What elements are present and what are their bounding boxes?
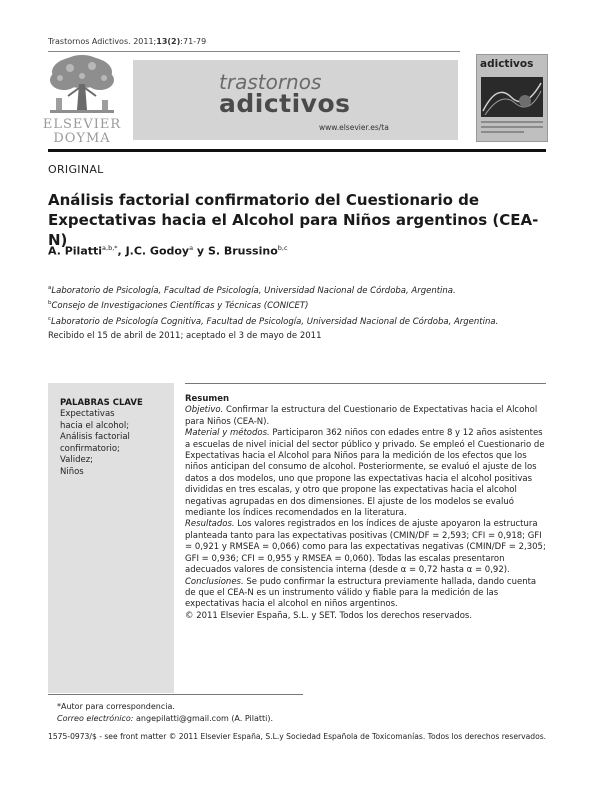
publisher-subname: DOYMA [53, 131, 111, 146]
author-name: J.C. Godoy [125, 244, 190, 258]
keyword-item: Validez; [60, 455, 94, 465]
affiliation-text: Consejo de Investigaciones Científicas y Técnicas (CONICET) [51, 301, 309, 312]
abstract-section-text: Se pudo confirmar la estructura previamente hallada, dando cuenta de que el CEA-N es un instrumento válido y fiable para la medición de las expectativas hacia el alcohol en niños argentinos. [185, 576, 537, 610]
received-dates: Recibido el 15 de abril de 2011; aceptado el 3 de mayo de 2011 [48, 331, 322, 341]
author-affiliation-marks: b,c [277, 244, 288, 252]
footnote-rule [48, 694, 303, 695]
affiliations [48, 282, 498, 328]
author-affiliation-marks: a,b,* [102, 244, 118, 252]
elsevier-logo [34, 54, 130, 148]
affiliation-text: Laboratorio de Psicología Cognitiva, Facultad de Psicología, Universidad Nacional de Córdoba, Argentina. [51, 316, 499, 327]
elsevier-tree-icon [46, 54, 118, 116]
journal-ref-volume: 13(2) [156, 37, 181, 46]
section-label: ORIGINAL [48, 163, 104, 176]
journal-url: www.elsevier.es/ta [319, 123, 389, 132]
abstract-results [185, 519, 546, 576]
banner-script-text: trastornos [219, 70, 322, 94]
publisher-name: ELSEVIER [42, 117, 122, 132]
abstract-section-label: Conclusiones. [185, 576, 244, 587]
author-separator: y [193, 244, 208, 258]
keywords-heading: PALABRAS CLAVE [60, 398, 143, 408]
cover-title: adictivos [480, 58, 534, 70]
affiliation-item [48, 297, 498, 312]
abstract-conclusions [185, 577, 546, 611]
keywords-panel [48, 383, 174, 693]
cover-text-lines [481, 121, 543, 136]
abstract-section-label: Objetivo. [185, 405, 224, 416]
affiliation-mark: b [48, 300, 52, 307]
abstract-section-label: Material y métodos. [185, 428, 270, 439]
journal-ref-pages: :71-79 [180, 37, 207, 46]
abstract-objective [185, 405, 546, 428]
keyword-item: Análisis factorial [60, 432, 130, 442]
abstract-heading: Resumen [185, 394, 230, 404]
abstract-methods [185, 428, 546, 519]
journal-banner [133, 60, 458, 140]
keyword-item: Niños [60, 466, 84, 477]
email-label: Correo electrónico: [57, 713, 134, 723]
page-footer: 1575-0973/$ - see front matter © 2011 Elsevier España, S.L.y Sociedad Española de Toxicomanías. Todos los derechos reservados. [48, 732, 547, 741]
affiliation-text: Laboratorio de Psicología, Facultad de Psicología, Universidad Nacional de Córdoba, Argentina. [51, 285, 456, 296]
keyword-item: confirmatorio; [60, 443, 120, 454]
author-separator: , [117, 244, 126, 258]
keyword-item: Expectativas [60, 409, 115, 419]
email-note [57, 713, 273, 725]
keyword-item: hacia el alcohol; [60, 420, 130, 431]
abstract-section-text: Los valores registrados en los índices de ajuste apoyaron la estructura planteada tanto para las expectativas positivas (CMIN/DF = 2,593; CFI = 0,918; GFI = 0,921 y RMSEA = 0,066) como para las expectativas negativas (CMIN/DF = 2,305; GFI = 0,936; CFI = 0,955 y RMSEA = 0,060). Todas las escalas presentaron adecuados valores de consistencia interna (desde α = 0,72 hasta α = 0,92). [185, 519, 546, 576]
author-list [48, 244, 288, 258]
abstract-section-text: Confirmar la estructura del Cuestionario de Expectativas hacia el Alcohol para Niños (CEA-N). [185, 405, 538, 427]
abstract-copyright: © 2011 Elsevier España, S.L. y SET. Todos los derechos reservados. [185, 610, 473, 621]
article-title: Análisis factorial confirmatorio del Cuestionario de Expectativas hacia el Alcohol para Niños argentinos (CEA-N) [48, 191, 539, 249]
footnotes [57, 701, 273, 724]
journal-cover-thumbnail [476, 54, 548, 142]
abstract-section-label: Resultados. [185, 519, 235, 530]
author-affiliation-marks: a [189, 244, 194, 252]
journal-reference [48, 37, 206, 46]
affiliation-mark: c [48, 315, 52, 322]
abstract-rule [185, 383, 546, 384]
corresponding-author-note: *Autor para correspondencia. [57, 702, 175, 711]
affiliation-mark: a [48, 285, 52, 291]
journal-ref-prefix: Trastornos Adictivos. 2011; [48, 37, 157, 46]
banner-title: adictivos [219, 89, 351, 118]
author-name: A. Pilatti [48, 244, 103, 258]
abstract [185, 394, 546, 622]
affiliation-item [48, 313, 498, 328]
author-name: S. Brussino [207, 244, 278, 258]
keywords-list [60, 409, 130, 478]
abstract-section-text: Participaron 362 niños con edades entre 8 y 12 años asistentes a escuelas de nivel inicial del sector público y privado. Se empleó el Cuestionario de Expectativas hacia el Alcohol para Niños para la medición de los efectos que los niños anticipan del consumo de alcohol. Posteriormente, se evaluó el ajuste de los datos a dos modelos, uno que propone las expectativas hacia el alcohol positivas divididas en tres escalas, y otro que propone las expectativas hacia el alcohol negativas agrupadas en dos dimensiones. El ajuste de los modelos se evaluó mediante los índices recomendados en la literatura. [185, 428, 545, 519]
cover-art-icon [481, 77, 543, 117]
header-rule [48, 51, 460, 52]
header-thick-rule [48, 149, 546, 152]
affiliation-item [48, 282, 498, 297]
email-value: angepilatti@gmail.com (A. Pilatti). [133, 713, 274, 723]
